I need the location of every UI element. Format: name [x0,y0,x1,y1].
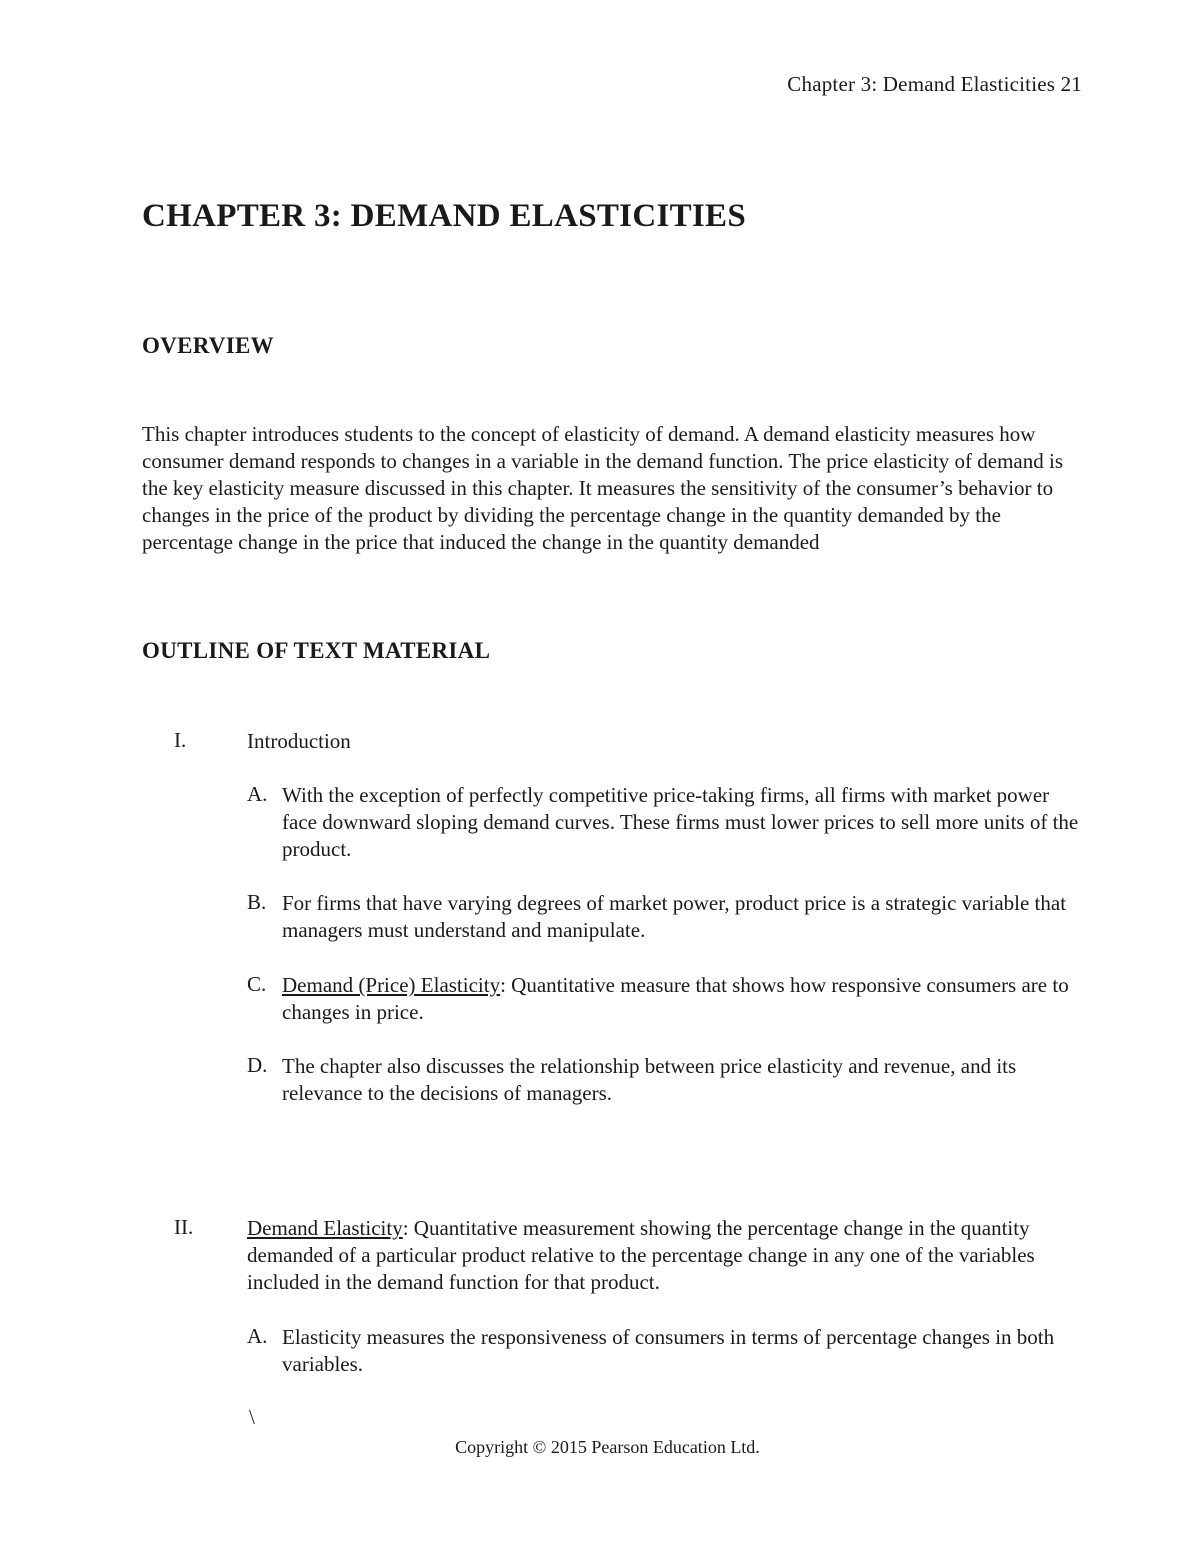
section-numeral: II. [174,1215,194,1239]
overview-heading: OVERVIEW [142,333,274,358]
item-letter: A. [247,782,268,806]
term-demand-elasticity: Demand Elasticity [247,1216,403,1240]
outline-item [282,972,1082,1026]
chapter-title: CHAPTER 3: DEMAND ELASTICITIES [142,198,747,234]
item-letter: D. [247,1053,268,1077]
running-header: Chapter 3: Demand Elasticities 21 [787,72,1082,96]
outline-item: With the exception of perfectly competitive price-taking firms, all firms with market power face downward sloping demand curves. These firms must lower prices to sell more units of the product. [282,783,1079,861]
section-definition: : Quantitative measurement showing the percentage change in the quantity demanded of a particular product relative to the percentage change in any one of the variables included in the demand function for that product. [247,1216,1035,1294]
item-letter: A. [247,1324,268,1348]
outline-heading: OUTLINE OF TEXT MATERIAL [142,638,491,663]
outline-item: The chapter also discusses the relationship between price elasticity and revenue, and its relevance to the decisions of managers. [282,1054,1017,1105]
outline-item: Elasticity measures the responsiveness of consumers in terms of percentage changes in both variables. [282,1325,1055,1376]
item-definition: : Quantitative measure that shows how responsive consumers are to changes in price. [282,973,1069,1024]
item-letter: B. [247,890,267,914]
item-letter: C. [247,972,267,996]
section-text: Introduction [247,729,351,753]
copyright-footer: Copyright © 2015 Pearson Education Ltd. [455,1437,760,1457]
section-numeral: I. [174,728,187,752]
stray-backslash: \ [249,1405,255,1429]
section-text [247,1215,1082,1296]
outline-item: For firms that have varying degrees of market power, product price is a strategic variable that managers must understand and manipulate. [282,891,1067,942]
term-demand-price-elasticity: Demand (Price) Elasticity [282,973,501,997]
overview-paragraph: This chapter introduces students to the concept of elasticity of demand. A demand elasticity measures how consumer demand responds to changes in a variable in the demand function. The price elasticity of demand is the key elasticity measure discussed in this chapter. It measures the sensitivity of the consumer’s behavior to changes in the price of the product by dividing the percentage change in the quantity demanded by the percentage change in the price that induced the change in the quantity demanded [142,422,1063,554]
